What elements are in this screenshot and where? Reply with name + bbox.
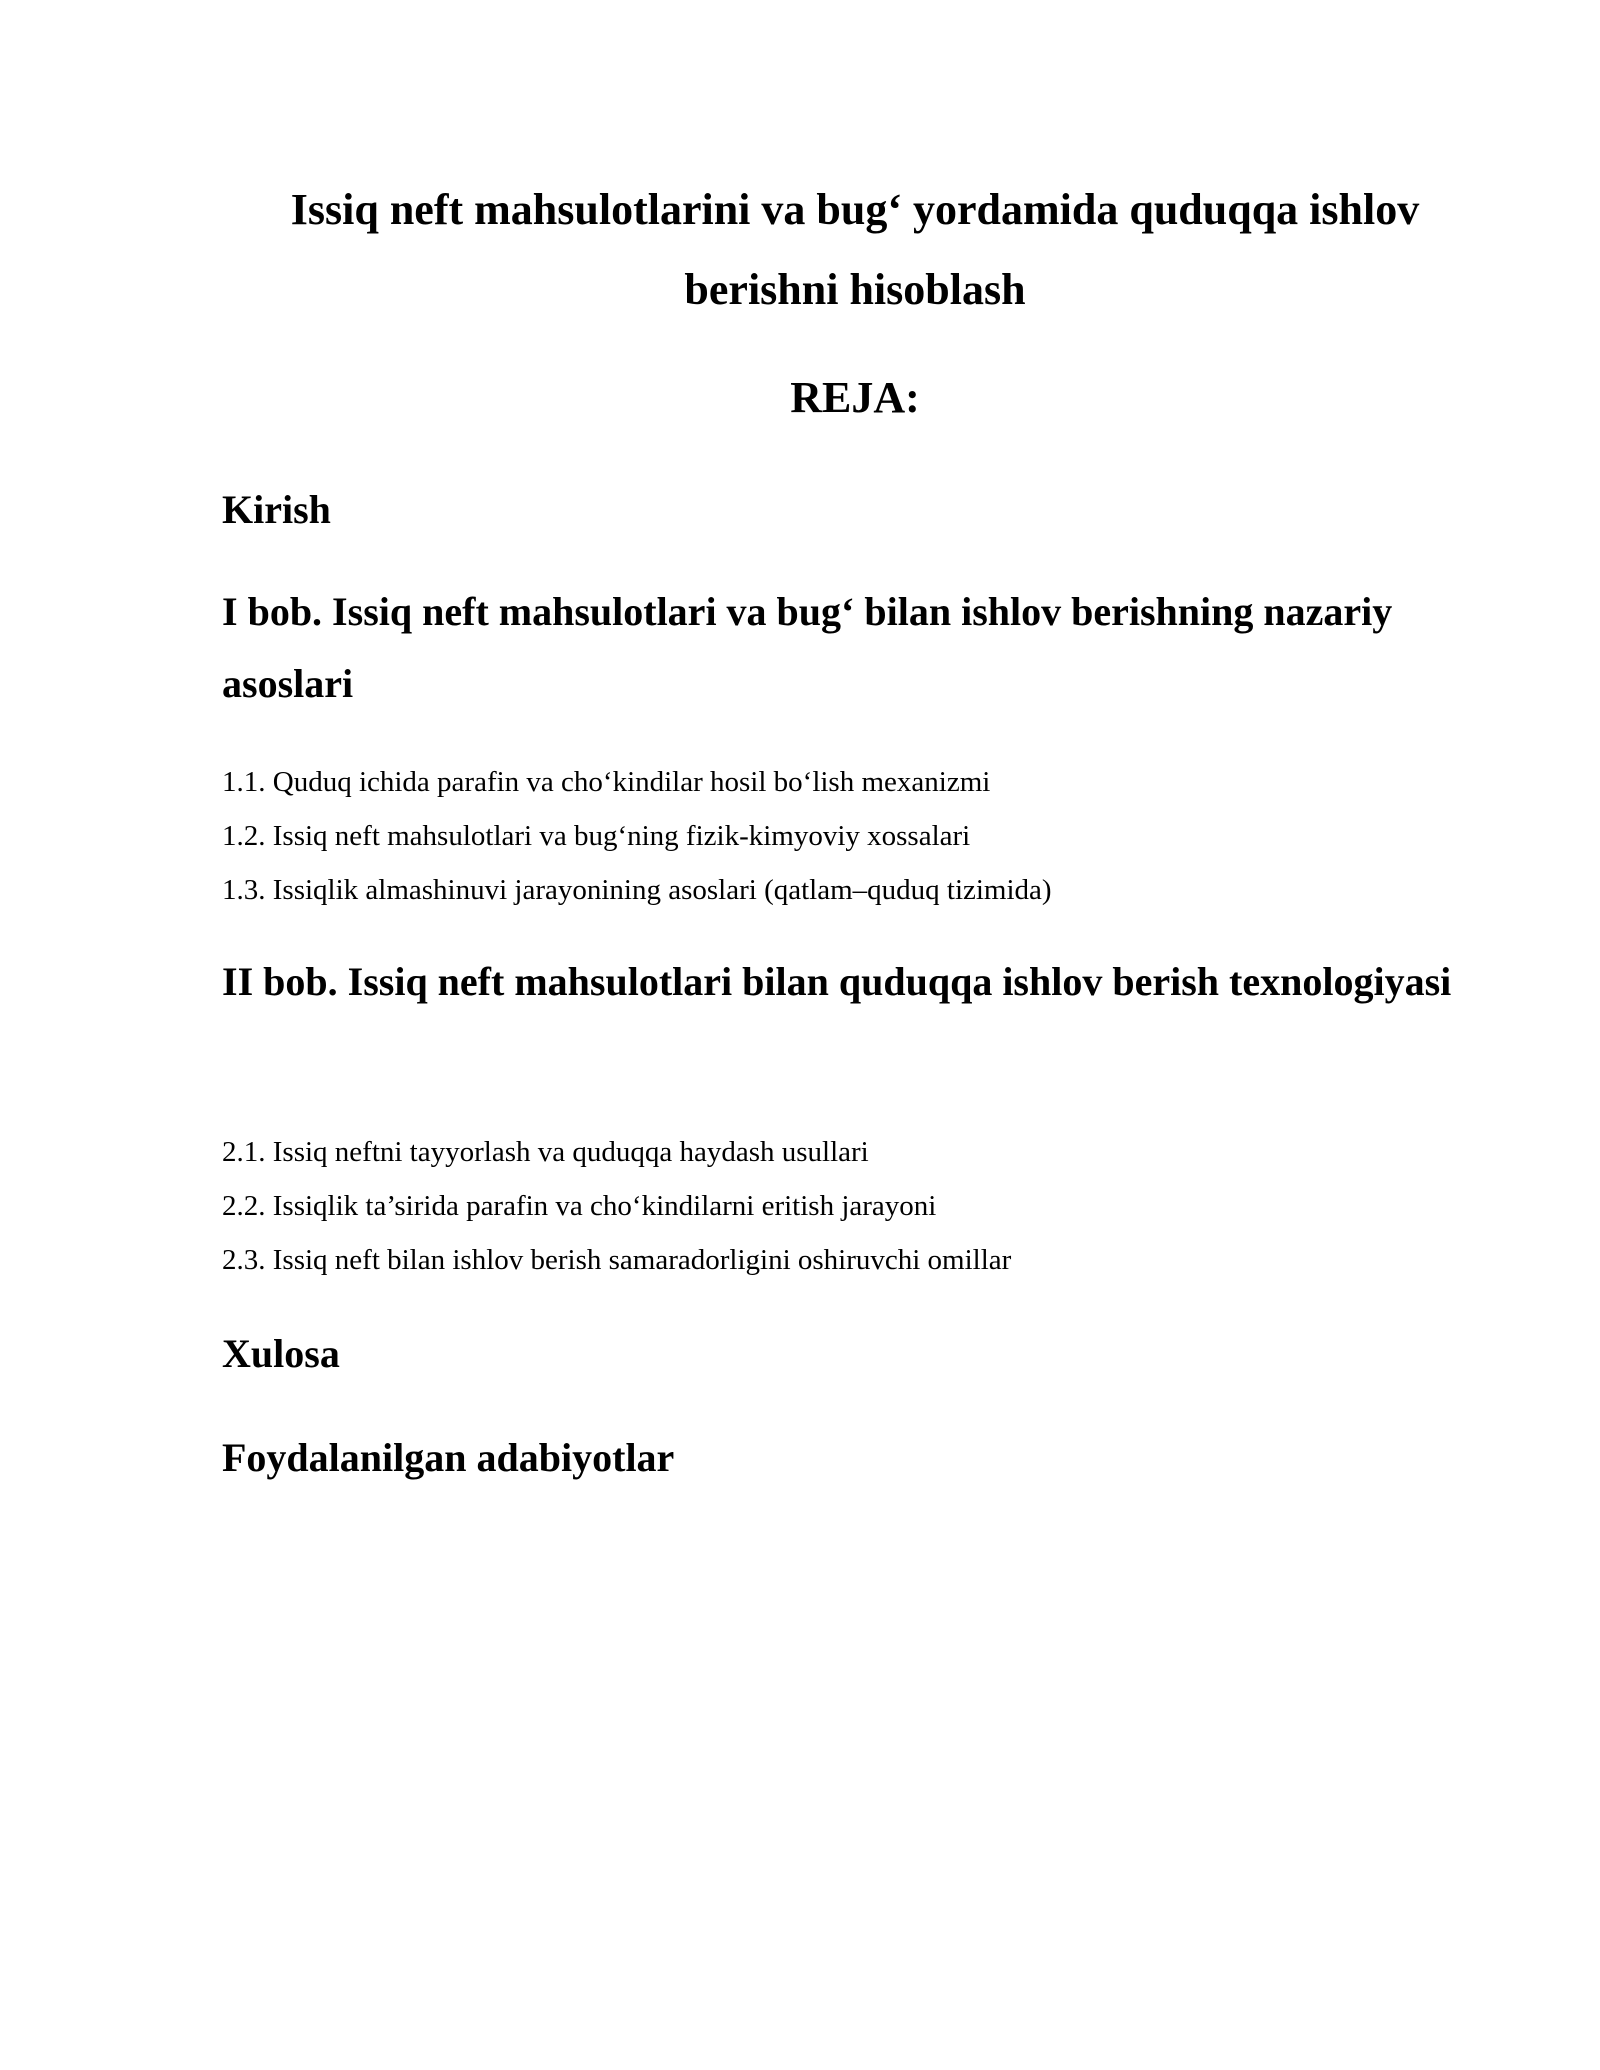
chapter2-item-3: 2.3. Issiq neft bilan ishlov berish samaradorligini oshiruvchi omillar bbox=[222, 1244, 1012, 1276]
chapter1-item-3: 1.3. Issiqlik almashinuvi jarayonining asoslari (qatlam–quduq tizimida) bbox=[222, 874, 1052, 906]
chapter2-item-2: 2.2. Issiqlik ta’sirida parafin va cho‘kindilarni eritish jarayoni bbox=[222, 1190, 937, 1222]
plan-heading: REJA: bbox=[790, 373, 920, 422]
intro-heading: Kirish bbox=[222, 487, 331, 532]
chapter2-heading: II bob. Issiq neft mahsulotlari bilan quduqqa ishlov berish texnologiyasi bbox=[222, 959, 1452, 1004]
chapter1-item-1: 1.1. Quduq ichida parafin va cho‘kindilar hosil bo‘lish mexanizmi bbox=[222, 766, 991, 798]
references-heading: Foydalanilgan adabiyotlar bbox=[222, 1435, 675, 1480]
chapter2-item-1: 2.1. Issiq neftni tayyorlash va quduqqa haydash usullari bbox=[222, 1136, 869, 1168]
chapter1-item-2: 1.2. Issiq neft mahsulotlari va bug‘ning fizik-kimyoviy xossalari bbox=[222, 820, 971, 852]
document-title: Issiq neft mahsulotlarini va bug‘ yordamida quduqqa ishlov berishni hisoblash bbox=[290, 185, 1420, 314]
conclusion-heading: Xulosa bbox=[222, 1331, 340, 1376]
chapter1-heading: I bob. Issiq neft mahsulotlari va bug‘ bilan ishlov berishning nazariy asoslari bbox=[222, 589, 1393, 706]
